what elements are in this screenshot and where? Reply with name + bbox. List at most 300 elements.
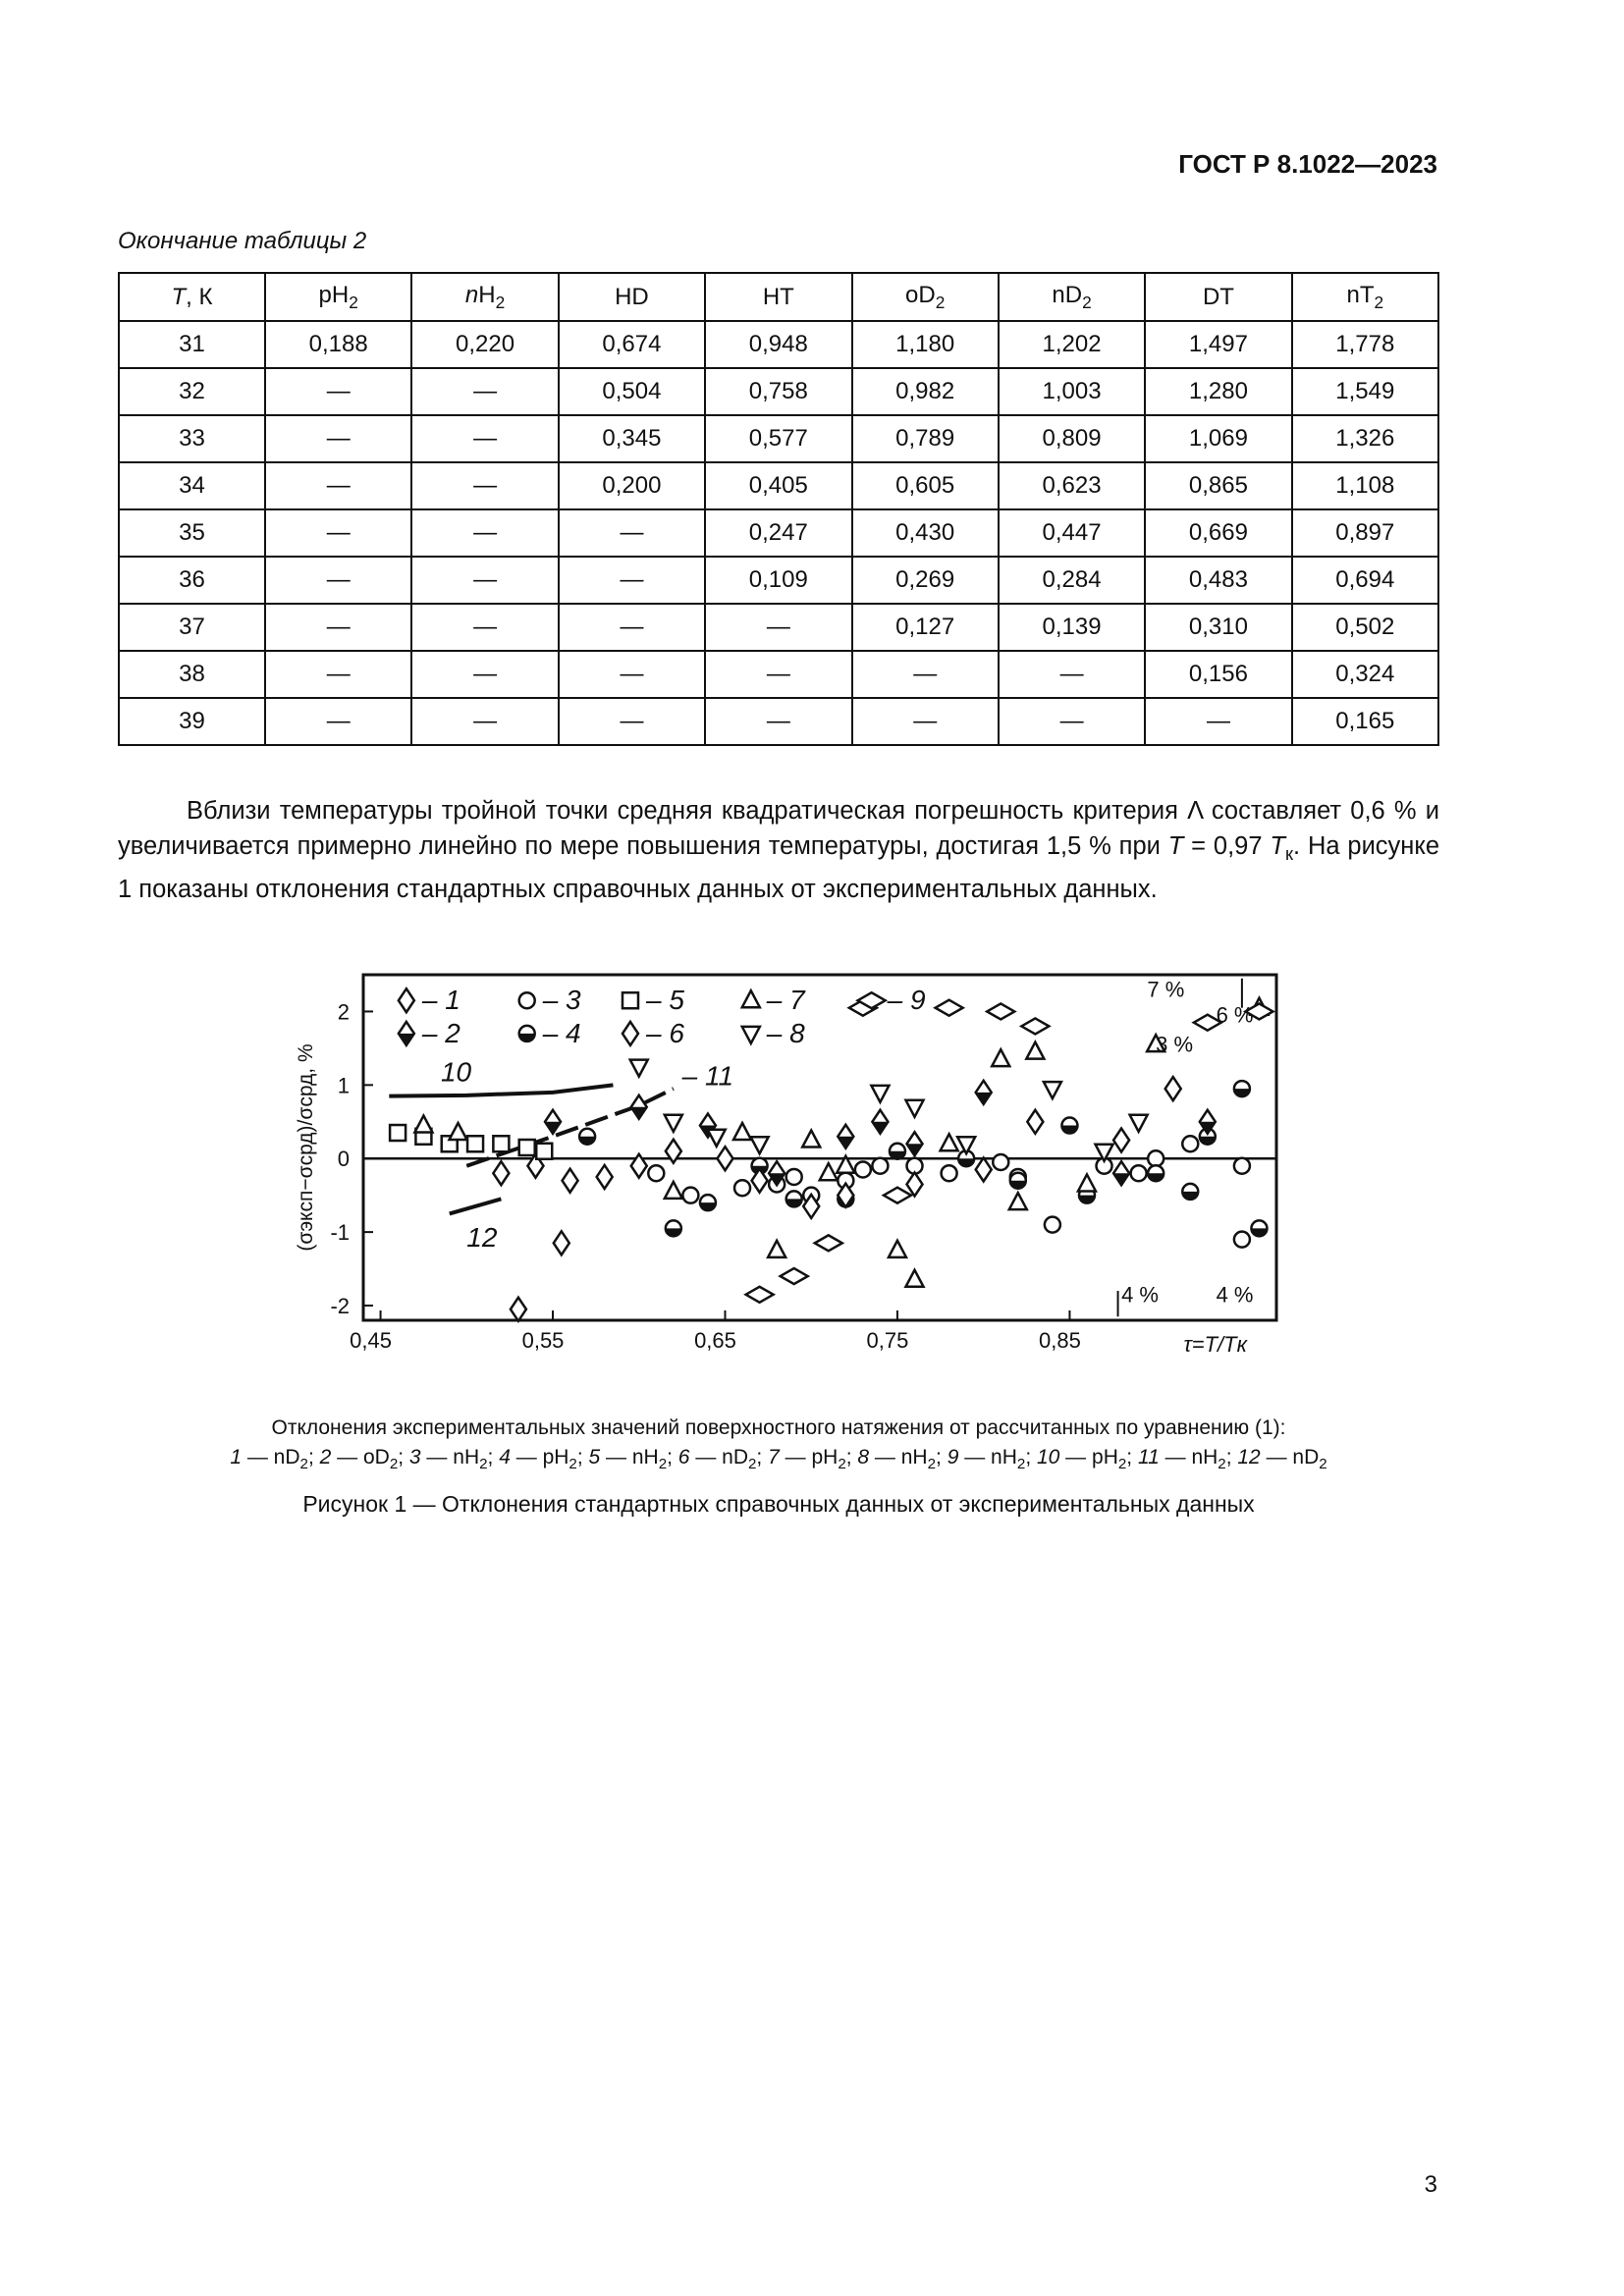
table-cell: — (265, 462, 411, 509)
legend-item-number: 8 (857, 1446, 870, 1468)
legend-item: 11 — $nH_2$; (1137, 1446, 1238, 1473)
x-tick-label: 0,65 (694, 1328, 736, 1353)
y-tick-label: 2 (337, 999, 350, 1025)
marker-shape (802, 1131, 820, 1148)
table-cell: 39 (119, 698, 265, 745)
data-point-circle-half (890, 1144, 905, 1159)
table-cell: 0,200 (559, 462, 705, 509)
data-point-triangle-down (751, 1137, 769, 1153)
data-point-circle-half (1234, 1081, 1250, 1096)
data-point-triangle-up (1078, 1174, 1096, 1191)
data-point-circle-open (942, 1165, 957, 1181)
table-cell: — (411, 604, 558, 651)
table-cell: 0,247 (705, 509, 851, 557)
table-row (119, 321, 1438, 368)
deviation-chart (275, 957, 1296, 1389)
table-cell: — (559, 509, 705, 557)
data-point-rhombus-wide (781, 1268, 808, 1284)
figure-legend (118, 1414, 1439, 1479)
table-cell: 35 (119, 509, 265, 557)
marker-shape (554, 1231, 569, 1255)
table-cell: 1,069 (1145, 415, 1291, 462)
table-caption: Окончание таблицы 2 (118, 228, 367, 254)
data-point-circle-open (734, 1180, 750, 1196)
x-tick-label: 0,45 (350, 1328, 392, 1353)
marker-fill (838, 1137, 853, 1148)
legend-item: 9 — $nH_2$; (947, 1446, 1037, 1473)
table-cell: — (999, 651, 1145, 698)
legend-item-number: 3 (408, 1446, 421, 1468)
marker-shape (733, 1123, 751, 1140)
marker-shape (884, 1188, 911, 1203)
table-row (119, 604, 1438, 651)
data-point-circle-half (786, 1191, 802, 1206)
marker-shape (987, 1003, 1014, 1019)
table-cell: 0,483 (1145, 557, 1291, 604)
para-tk-symbol: T (1270, 832, 1285, 860)
table-cell: 0,165 (1292, 698, 1438, 745)
legend-label: – 4 (542, 1017, 581, 1048)
legend-item-text: $nH_2$ (453, 1446, 488, 1473)
table-cell: — (1145, 698, 1291, 745)
data-point-triangle-down (630, 1060, 648, 1077)
legend-item-text: $nD_2$ (1292, 1446, 1327, 1473)
table-cell: 0,156 (1145, 651, 1291, 698)
legend-label: – 6 (645, 1017, 684, 1048)
table-cell: 0,809 (999, 415, 1145, 462)
data-point-diamond-half (907, 1132, 923, 1155)
body-paragraph (118, 793, 1439, 907)
legend-label: – 8 (766, 1017, 805, 1048)
marker-shape (746, 1287, 774, 1303)
marker-fill (872, 1122, 888, 1134)
table-row (119, 651, 1438, 698)
data-point-circle-open (872, 1158, 888, 1174)
table-cell: 0,694 (1292, 557, 1438, 604)
data-point-triangle-down (957, 1137, 975, 1153)
data-point-triangle-up (820, 1163, 838, 1180)
col-header-hd: HD (559, 273, 705, 321)
marker-shape (1182, 1136, 1198, 1151)
data-table (118, 272, 1439, 746)
annotation-label: 4 % (1121, 1282, 1159, 1308)
y-axis-label: (σэксп−σсрд)/σсрд, % (295, 1043, 317, 1252)
table-cell: 33 (119, 415, 265, 462)
marker-shape (872, 1158, 888, 1174)
data-point-triangle-up (733, 1123, 751, 1140)
table-row (119, 698, 1438, 745)
marker-shape (742, 990, 760, 1007)
legend-item-text: $oD_2$ (362, 1446, 399, 1473)
marker-shape (1234, 1232, 1250, 1248)
marker-shape (889, 1241, 906, 1257)
para-text-1: Вблизи температуры тройной точки средняя квадратическая погрешность критерия Λ составляет 0,6 % и увеличивается примерно линейно по мере повышения температуры, достигая 1,5 % при (118, 797, 1439, 860)
legend-item-text: $nD_2$ (273, 1446, 308, 1473)
table-cell: 0,188 (265, 321, 411, 368)
legend-item: 2 — $oD_2$; (319, 1446, 409, 1473)
marker-shape (511, 1298, 526, 1321)
x-tick-label: 0,75 (866, 1328, 909, 1353)
table-cell: 0,669 (1145, 509, 1291, 557)
table-cell: 0,284 (999, 557, 1145, 604)
y-tick-label: 0 (337, 1147, 350, 1172)
marker-shape (976, 1157, 992, 1181)
table-header-row (119, 273, 1438, 321)
x-tick-label: 0,85 (1039, 1328, 1081, 1353)
data-point-triangle-down (665, 1115, 682, 1132)
figure-legend-items (118, 1443, 1439, 1479)
col-header-nh2: $nH_2$ (411, 273, 558, 321)
legend-marker (519, 992, 535, 1008)
marker-shape (1045, 1217, 1060, 1233)
legend-item-text: $nH_2$ (900, 1446, 937, 1473)
table-row (119, 368, 1438, 415)
data-point-diamond-half (872, 1110, 888, 1134)
col-header-nt2: $nT_2$ (1292, 273, 1438, 321)
data-point-triangle-up (665, 1182, 682, 1199)
marker-shape (467, 1136, 483, 1151)
table-cell: — (559, 698, 705, 745)
marker-shape (623, 1022, 638, 1045)
marker-shape (936, 1000, 963, 1016)
x-tick-label: 0,55 (521, 1328, 565, 1353)
marker-shape (906, 1270, 924, 1287)
data-point-diamond-open (563, 1169, 578, 1193)
legend-item-number: 6 (677, 1446, 690, 1468)
table-cell: 0,139 (999, 604, 1145, 651)
legend-item: 6 — $nD_2$; (677, 1446, 769, 1473)
table-cell: — (411, 651, 558, 698)
data-point-square-open (536, 1144, 552, 1159)
legend-item: 5 — $nH_2$; (588, 1446, 678, 1473)
figure-1 (275, 957, 1296, 1389)
marker-shape (1027, 1110, 1043, 1134)
table-cell: 1,108 (1292, 462, 1438, 509)
data-point-square-open (390, 1125, 406, 1141)
curve-label-12: 12 (466, 1222, 498, 1254)
table-cell: 34 (119, 462, 265, 509)
table-cell: 1,180 (852, 321, 999, 368)
data-point-triangle-up (906, 1270, 924, 1287)
table-cell: 0,504 (559, 368, 705, 415)
data-point-diamond-open (907, 1172, 923, 1196)
legend-label: – 9 (887, 985, 926, 1016)
table-cell: — (559, 557, 705, 604)
legend-item-number: 4 (499, 1446, 511, 1468)
data-point-circle-half (579, 1129, 595, 1145)
annotation-label: 4 % (1216, 1282, 1254, 1308)
marker-shape (1130, 1115, 1148, 1132)
marker-shape (1234, 1158, 1250, 1174)
marker-shape (781, 1268, 808, 1284)
table-cell: 38 (119, 651, 265, 698)
legend-marker (623, 992, 638, 1008)
marker-shape (630, 1060, 648, 1077)
data-point-diamond-half (838, 1125, 853, 1148)
data-point-circle-open (1182, 1136, 1198, 1151)
marker-shape (815, 1235, 842, 1251)
marker-shape (906, 1100, 924, 1117)
table-cell: — (265, 415, 411, 462)
data-point-circle-half (1182, 1184, 1198, 1200)
table-cell: 0,623 (999, 462, 1145, 509)
table-cell: 0,269 (852, 557, 999, 604)
marker-fill (399, 1034, 414, 1045)
legend-label: – 1 (421, 985, 460, 1016)
marker-fill (631, 1107, 647, 1119)
table-cell: 0,758 (705, 368, 851, 415)
data-point-triangle-up (1026, 1042, 1044, 1059)
marker-shape (957, 1137, 975, 1153)
data-point-diamond-open (1165, 1077, 1181, 1100)
marker-shape (941, 1134, 958, 1150)
col-header-dt: DT (1145, 273, 1291, 321)
legend-marker (742, 990, 760, 1007)
data-point-diamond-open (597, 1165, 613, 1189)
marker-fill (976, 1093, 992, 1104)
marker-fill (1113, 1173, 1129, 1185)
table-row (119, 509, 1438, 557)
data-point-triangle-down (1130, 1115, 1148, 1132)
marker-shape (708, 1130, 726, 1147)
legend-marker (399, 988, 414, 1012)
table-cell: 36 (119, 557, 265, 604)
data-point-circle-half (700, 1195, 716, 1210)
table-cell: 32 (119, 368, 265, 415)
data-point-rhombus-wide (936, 1000, 963, 1016)
table-cell: — (411, 415, 558, 462)
legend-item-number: 11 (1137, 1446, 1160, 1468)
data-point-circle-open (1234, 1232, 1250, 1248)
marker-shape (493, 1161, 509, 1185)
data-point-rhombus-wide (1021, 1018, 1049, 1034)
legend-item-text: $nH_2$ (991, 1446, 1026, 1473)
table-cell: 1,202 (999, 321, 1145, 368)
para-tk-sub: к (1284, 843, 1294, 865)
table-cell: 0,447 (999, 509, 1145, 557)
legend-item-number: 10 (1036, 1446, 1060, 1468)
marker-shape (623, 992, 638, 1008)
table-cell: — (705, 698, 851, 745)
table-cell: — (411, 462, 558, 509)
table-cell: — (265, 604, 411, 651)
table-cell: — (705, 604, 851, 651)
figure-title: Рисунок 1 — Отклонения стандартных справочных данных от экспериментальных данных (302, 1491, 1255, 1517)
data-point-circle-open (1131, 1165, 1147, 1181)
marker-shape (450, 1123, 467, 1140)
marker-shape (993, 1154, 1008, 1170)
data-point-triangle-up (1009, 1193, 1027, 1209)
data-point-circle-open (1234, 1158, 1250, 1174)
marker-shape (1165, 1077, 1181, 1100)
table-cell: — (411, 368, 558, 415)
table-row (119, 557, 1438, 604)
marker-shape (1131, 1165, 1147, 1181)
table-cell: 0,405 (705, 462, 851, 509)
table-cell: — (852, 651, 999, 698)
table-cell: 37 (119, 604, 265, 651)
table-body (119, 321, 1438, 745)
table-cell: 0,345 (559, 415, 705, 462)
legend-item-text: $nD_2$ (722, 1446, 757, 1473)
marker-shape (717, 1147, 732, 1170)
data-point-circle-open (648, 1165, 664, 1181)
table-row (119, 415, 1438, 462)
data-point-square-open (467, 1136, 483, 1151)
data-point-triangle-down (1044, 1082, 1061, 1098)
table-cell: 0,430 (852, 509, 999, 557)
data-point-triangle-down (708, 1130, 726, 1147)
legend-item-text: $pH_2$ (542, 1446, 577, 1473)
y-tick-label: -2 (330, 1294, 350, 1319)
table-cell: 0,982 (852, 368, 999, 415)
data-point-diamond-open (1113, 1129, 1129, 1152)
data-point-diamond-open (554, 1231, 569, 1255)
table-cell: — (265, 698, 411, 745)
col-header-t: T, К (119, 273, 265, 321)
data-point-circle-open (682, 1188, 698, 1203)
legend-item: 1 — $nD_2$; (230, 1446, 320, 1473)
y-tick-label: 1 (337, 1073, 350, 1098)
legend-item-text: $pH_2$ (1092, 1446, 1127, 1473)
curve-label-10: 10 (440, 1056, 472, 1088)
data-point-circle-half (1148, 1165, 1164, 1181)
marker-shape (390, 1125, 406, 1141)
table-cell: 0,220 (411, 321, 558, 368)
marker-shape (536, 1144, 552, 1159)
table-cell: — (411, 509, 558, 557)
marker-shape (871, 1086, 889, 1102)
data-point-diamond-open (511, 1298, 526, 1321)
data-point-triangle-up (802, 1131, 820, 1148)
legend-item-number: 2 (319, 1446, 332, 1468)
legend-item: 3 — $nH_2$; (408, 1446, 500, 1473)
data-point-triangle-up (414, 1116, 432, 1133)
marker-shape (768, 1241, 785, 1257)
marker-shape (682, 1188, 698, 1203)
data-point-diamond-open (976, 1157, 992, 1181)
table-cell: 0,324 (1292, 651, 1438, 698)
marker-shape (820, 1163, 838, 1180)
legend-item: 7 — $pH_2$; (768, 1446, 858, 1473)
table-cell: 0,109 (705, 557, 851, 604)
marker-shape (597, 1165, 613, 1189)
table-cell: 1,326 (1292, 415, 1438, 462)
marker-shape (1021, 1018, 1049, 1034)
legend-label: – 3 (542, 985, 581, 1016)
data-point-circle-open (855, 1161, 871, 1177)
data-point-triangle-down (906, 1100, 924, 1117)
data-point-triangle-down (871, 1086, 889, 1102)
table-cell: 0,310 (1145, 604, 1291, 651)
table-cell: 1,497 (1145, 321, 1291, 368)
legend-marker (623, 1022, 638, 1045)
data-point-triangle-up (768, 1241, 785, 1257)
table-cell: — (852, 698, 999, 745)
legend-item-number: 5 (588, 1446, 601, 1468)
data-point-triangle-up (450, 1123, 467, 1140)
data-point-rhombus-wide (987, 1003, 1014, 1019)
marker-shape (907, 1172, 923, 1196)
data-point-circle-half (1010, 1173, 1026, 1189)
legend-label: – 5 (645, 985, 684, 1016)
legend-marker (519, 1026, 535, 1041)
marker-fill (907, 1144, 923, 1155)
table-cell: 0,577 (705, 415, 851, 462)
annotation-label: 3 % (1156, 1032, 1194, 1057)
data-point-diamond-half (545, 1110, 561, 1134)
marker-shape (942, 1165, 957, 1181)
curve-12 (450, 1199, 502, 1213)
para-t-symbol: T (1167, 832, 1184, 860)
legend-label: – 7 (766, 985, 805, 1016)
table-cell: 1,778 (1292, 321, 1438, 368)
annotation-label: 7 % (1147, 977, 1185, 1002)
col-header-nd2: $nD_2$ (999, 273, 1145, 321)
table-cell: — (559, 651, 705, 698)
legend-item-number: 12 (1237, 1446, 1261, 1468)
data-point-circle-half (1061, 1118, 1077, 1134)
page-number: 3 (1424, 2171, 1437, 2198)
col-header-ph2: $pH_2$ (265, 273, 411, 321)
legend-item-text: $nH_2$ (631, 1446, 668, 1473)
marker-shape (855, 1161, 871, 1177)
table-cell: — (265, 651, 411, 698)
data-point-diamond-half (631, 1095, 647, 1119)
marker-shape (665, 1115, 682, 1132)
marker-shape (1148, 1150, 1164, 1166)
marker-shape (786, 1169, 802, 1185)
marker-shape (1044, 1082, 1061, 1098)
marker-shape (648, 1165, 664, 1181)
data-point-circle-open (993, 1154, 1008, 1170)
table-cell: — (705, 651, 851, 698)
table-cell: 1,003 (999, 368, 1145, 415)
legend-item: 8 — $nH_2$; (857, 1446, 947, 1473)
table-cell: — (999, 698, 1145, 745)
data-point-diamond-open (493, 1161, 509, 1185)
data-point-rhombus-wide (884, 1188, 911, 1203)
para-text-2: = 0,97 (1183, 832, 1271, 860)
legend-item-number: 9 (947, 1446, 959, 1468)
marker-shape (414, 1116, 432, 1133)
table-cell: — (265, 368, 411, 415)
table-cell: — (411, 698, 558, 745)
data-point-triangle-up (889, 1241, 906, 1257)
marker-shape (519, 992, 535, 1008)
marker-shape (751, 1137, 769, 1153)
data-point-circle-open (1148, 1150, 1164, 1166)
table-cell: 0,502 (1292, 604, 1438, 651)
marker-shape (1009, 1193, 1027, 1209)
table-cell: 1,280 (1145, 368, 1291, 415)
table-cell: 1,549 (1292, 368, 1438, 415)
data-point-square-open (493, 1136, 509, 1151)
table-cell: 0,865 (1145, 462, 1291, 509)
legend-item: 4 — $pH_2$; (499, 1446, 589, 1473)
data-point-circle-open (1045, 1217, 1060, 1233)
legend-item-text: $nH_2$ (1191, 1446, 1226, 1473)
data-point-square-open (519, 1140, 535, 1155)
data-point-circle-half (666, 1220, 681, 1236)
legend-item-text: $pH_2$ (811, 1446, 846, 1473)
y-tick-label: -1 (330, 1220, 350, 1246)
marker-shape (1113, 1129, 1129, 1152)
marker-shape (519, 1140, 535, 1155)
annotation-label: 6 % (1216, 1002, 1254, 1028)
marker-shape (1026, 1042, 1044, 1059)
marker-shape (742, 1027, 760, 1043)
